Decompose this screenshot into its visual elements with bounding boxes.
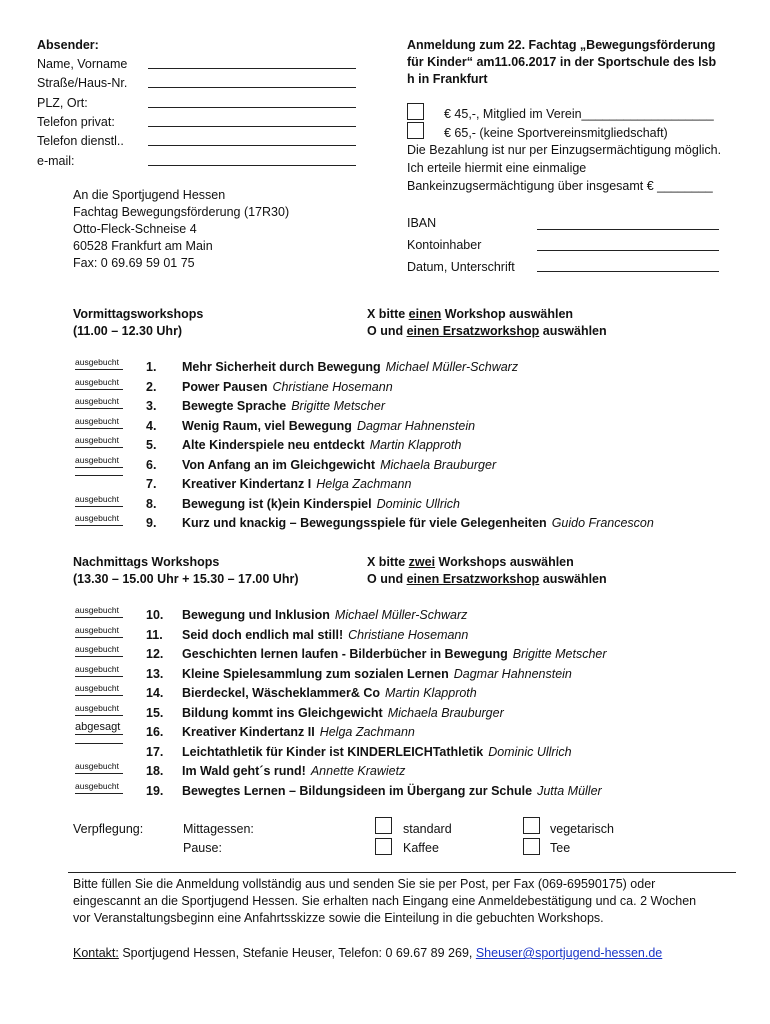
break-tea-label: Tee	[550, 841, 571, 855]
workshop-leader: Michaela Brauburger	[387, 705, 504, 720]
meal-label: Mittagessen:	[183, 822, 254, 836]
meal-vegetarian-checkbox[interactable]	[523, 817, 540, 834]
meal-standard-label: standard	[403, 822, 452, 836]
morning-time: (11.00 – 12.30 Uhr)	[73, 324, 183, 338]
workshop-status-field[interactable]: ausgebucht	[75, 605, 123, 618]
workshop-title: Im Wald geht´s rund!	[182, 764, 306, 778]
payment-text: Die Bezahlung ist nur per Einzugsermächtigung möglich.	[407, 143, 722, 157]
sender-label-street: Straße/Haus-Nr.	[37, 76, 128, 90]
morning-instruction-select: X bitte einen Workshop auswählen	[367, 307, 574, 321]
workshop-title: Seid doch endlich mal still!	[182, 627, 344, 642]
workshop-row	[146, 686, 477, 700]
registration-heading: Anmeldung zum 22. Fachtag „Bewegungsförderung	[407, 38, 716, 52]
workshop-number: 7.	[146, 477, 157, 491]
workshop-row	[146, 399, 385, 413]
afternoon-title: Nachmittags Workshops	[73, 555, 220, 569]
workshop-title: Bewegung ist (k)ein Kinderspiel	[182, 496, 372, 511]
date-signature-label: Datum, Unterschrift	[407, 260, 515, 274]
workshop-status-field[interactable]: abgesagt	[75, 722, 123, 735]
workshop-number: 9.	[146, 516, 157, 530]
footer-text: vor Veranstaltungsbeginn eine Anfahrtsskizze sowie die Einteilung in die gebuchten Workshops.	[73, 911, 604, 925]
address-line: An die Sportjugend Hessen	[73, 188, 226, 202]
workshop-status-field[interactable]: ausgebucht	[75, 703, 123, 716]
workshop-title: Bewegtes Lernen – Bildungsideen im Übergang zur Schule	[182, 783, 533, 798]
workshop-number: 19.	[146, 783, 164, 798]
address-line: Fax: 0 69.69 59 01 75	[73, 256, 195, 270]
payment-text: Bankeinzugsermächtigung über insgesamt € ________	[407, 179, 713, 193]
address-line: 60528 Frankfurt am Main	[73, 239, 213, 253]
sender-label-phone-private: Telefon privat:	[37, 115, 115, 129]
workshop-title: Alte Kinderspiele neu entdeckt	[182, 438, 365, 452]
workshop-leader: Christiane Hosemann	[272, 379, 393, 394]
workshop-row	[146, 477, 411, 491]
break-label: Pause:	[183, 841, 222, 855]
workshop-leader: Michael Müller-Schwarz	[385, 360, 519, 374]
workshop-row	[146, 608, 467, 622]
workshop-status-field[interactable]: ausgebucht	[75, 644, 123, 657]
date-signature-field[interactable]	[537, 271, 719, 272]
workshop-row	[146, 497, 460, 511]
workshop-row	[146, 380, 393, 394]
workshop-row	[146, 419, 475, 433]
workshop-leader: Annette Krawietz	[310, 764, 406, 778]
workshop-leader: Dominic Ullrich	[488, 744, 572, 759]
sender-email-field[interactable]	[148, 165, 356, 166]
morning-title: Vormittagsworkshops	[73, 307, 204, 321]
workshop-status-field[interactable]: ausgebucht	[75, 435, 123, 448]
workshop-number: 8.	[146, 496, 157, 511]
sender-label-name: Name, Vorname	[37, 57, 128, 71]
workshop-title: Bildung kommt ins Gleichgewicht	[182, 705, 383, 720]
workshop-row	[146, 745, 572, 759]
workshop-leader: Brigitte Metscher	[291, 399, 385, 413]
sender-phone-work-field[interactable]	[148, 145, 356, 146]
workshop-leader: Dominic Ullrich	[376, 496, 460, 511]
workshop-row	[146, 628, 468, 642]
workshop-number: 12.	[146, 647, 164, 661]
registration-heading: h in Frankfurt	[407, 72, 488, 86]
member-option-label: € 45,-, Mitglied im Verein___________________	[444, 107, 714, 121]
workshop-status-field[interactable]: ausgebucht	[75, 377, 123, 390]
workshop-status-field[interactable]	[75, 474, 123, 476]
workshop-title: Kreativer Kindertanz I	[182, 477, 312, 491]
workshop-status-field[interactable]: ausgebucht	[75, 513, 123, 526]
nonmember-option-label: € 65,- (keine Sportvereinsmitgliedschaft)	[444, 126, 668, 140]
workshop-number: 13.	[146, 666, 164, 681]
workshop-row	[146, 438, 461, 452]
workshop-row	[146, 647, 607, 661]
break-tea-checkbox[interactable]	[523, 838, 540, 855]
workshop-leader: Christiane Hosemann	[348, 627, 469, 642]
workshop-status-field[interactable]: ausgebucht	[75, 664, 123, 677]
workshop-leader: Dagmar Hahnenstein	[356, 418, 476, 433]
workshop-status-field[interactable]: ausgebucht	[75, 625, 123, 638]
workshop-status-field[interactable]: ausgebucht	[75, 455, 123, 468]
workshop-row	[146, 667, 572, 681]
workshop-leader: Helga Zachmann	[319, 725, 415, 739]
contact-label: Kontakt:	[73, 946, 119, 960]
contact-line	[73, 946, 662, 960]
workshop-status-field[interactable]: ausgebucht	[75, 761, 123, 774]
workshop-leader: Michael Müller-Schwarz	[334, 608, 468, 622]
workshop-leader: Helga Zachmann	[316, 477, 412, 491]
afternoon-instruction-select: X bitte zwei Workshops auswählen	[367, 555, 574, 569]
footer-text: eingescannt an die Sportjugend Hessen. Sie erhalten nach Eingang eine Anmeldebestätigung und ca. 2 Wochen	[73, 894, 697, 908]
workshop-number: 14.	[146, 686, 164, 700]
afternoon-instruction-alternate: O und einen Ersatzworkshop auswählen	[367, 572, 607, 586]
registration-heading: für Kinder“ am11.06.2017 in der Sportschule des lsb	[407, 55, 717, 69]
workshop-number: 15.	[146, 705, 164, 720]
sender-street-field[interactable]	[148, 87, 356, 88]
meal-vegetarian-label: vegetarisch	[550, 822, 614, 836]
workshop-number: 16.	[146, 725, 164, 739]
workshop-row	[146, 764, 405, 778]
workshop-leader: Brigitte Metscher	[512, 647, 607, 661]
payment-text: Ich erteile hiermit eine einmalige	[407, 161, 587, 175]
workshop-row	[146, 725, 415, 739]
contact-text: Sportjugend Hessen, Stefanie Heuser, Telefon: 0 69.67 89 269,	[118, 946, 476, 960]
workshop-leader: Michaela Brauburger	[380, 457, 497, 472]
catering-label: Verpflegung:	[73, 822, 144, 836]
address-line: Otto-Fleck-Schneise 4	[73, 222, 197, 236]
workshop-row	[146, 360, 518, 374]
workshop-number: 1.	[146, 360, 157, 374]
workshop-status-field[interactable]: ausgebucht	[75, 416, 123, 429]
sender-label-city: PLZ, Ort:	[37, 96, 88, 110]
workshop-title: Mehr Sicherheit durch Bewegung	[182, 360, 381, 374]
workshop-number: 3.	[146, 399, 157, 413]
workshop-title: Kreativer Kindertanz II	[182, 725, 315, 739]
sender-heading: Absender:	[37, 38, 99, 52]
morning-instruction-alternate: O und einen Ersatzworkshop auswählen	[367, 324, 607, 338]
workshop-title: Kurz und knackig – Bewegungsspiele für viele Gelegenheiten	[182, 516, 547, 530]
workshop-title: Bewegte Sprache	[182, 399, 287, 413]
footer-text: Bitte füllen Sie die Anmeldung vollständig aus und senden Sie sie per Post, per Fax (069-69590175) oder	[73, 877, 656, 891]
sender-name-field[interactable]	[148, 68, 356, 69]
account-holder-field[interactable]	[537, 250, 719, 251]
sender-label-email: e-mail:	[37, 154, 75, 168]
workshop-number: 2.	[146, 379, 157, 394]
workshop-title: Power Pausen	[182, 379, 268, 394]
workshop-status-field[interactable]: ausgebucht	[75, 357, 123, 370]
afternoon-time: (13.30 – 15.00 Uhr + 15.30 – 17.00 Uhr)	[73, 572, 299, 586]
workshop-row	[146, 784, 602, 798]
workshop-title: Kleine Spielesammlung zum sozialen Lernen	[182, 666, 449, 681]
iban-field[interactable]	[537, 229, 719, 230]
sender-phone-private-field[interactable]	[148, 126, 356, 127]
iban-label: IBAN	[407, 216, 437, 230]
address-line: Fachtag Bewegungsförderung (17R30)	[73, 205, 290, 219]
workshop-status-field[interactable]: ausgebucht	[75, 683, 123, 696]
workshop-row	[146, 458, 496, 472]
workshop-number: 17.	[146, 744, 164, 759]
workshop-title: Bierdeckel, Wäscheklammer& Co	[182, 686, 381, 700]
workshop-title: Geschichten lernen laufen - Bilderbücher in Bewegung	[182, 647, 508, 661]
workshop-leader: Guido Francescon	[551, 516, 654, 530]
sender-city-field[interactable]	[148, 107, 356, 108]
divider	[68, 872, 736, 873]
workshop-number: 18.	[146, 764, 164, 778]
meal-standard-checkbox[interactable]	[375, 817, 392, 834]
workshop-status-field[interactable]: ausgebucht	[75, 781, 123, 794]
workshop-status-field[interactable]	[75, 742, 123, 744]
workshop-title: Von Anfang an im Gleichgewicht	[182, 457, 376, 472]
workshop-status-field[interactable]: ausgebucht	[75, 494, 123, 507]
workshop-leader: Martin Klapproth	[369, 438, 462, 452]
member-checkbox[interactable]	[407, 103, 424, 120]
workshop-number: 11.	[146, 627, 163, 642]
workshop-leader: Jutta Müller	[537, 783, 602, 798]
break-coffee-label: Kaffee	[403, 841, 439, 855]
workshop-number: 4.	[146, 418, 157, 433]
workshop-leader: Dagmar Hahnenstein	[453, 666, 572, 681]
break-coffee-checkbox[interactable]	[375, 838, 392, 855]
workshop-title: Leichtathletik für Kinder ist KINDERLEICHTathletik	[182, 744, 484, 759]
workshop-row	[146, 706, 504, 720]
workshop-title: Bewegung und Inklusion	[182, 608, 330, 622]
workshop-title: Wenig Raum, viel Bewegung	[182, 418, 352, 433]
workshop-status-field[interactable]: ausgebucht	[75, 396, 123, 409]
nonmember-checkbox[interactable]	[407, 122, 424, 139]
sender-label-phone-work: Telefon dienstl..	[37, 134, 124, 148]
contact-email-link[interactable]: Sheuser@sportjugend-hessen.de	[475, 946, 663, 960]
workshop-leader: Martin Klapproth	[385, 686, 477, 700]
workshop-number: 6.	[146, 457, 157, 472]
workshop-row	[146, 516, 654, 530]
account-holder-label: Kontoinhaber	[407, 238, 482, 252]
workshop-number: 5.	[146, 438, 157, 452]
workshop-number: 10.	[146, 608, 164, 622]
